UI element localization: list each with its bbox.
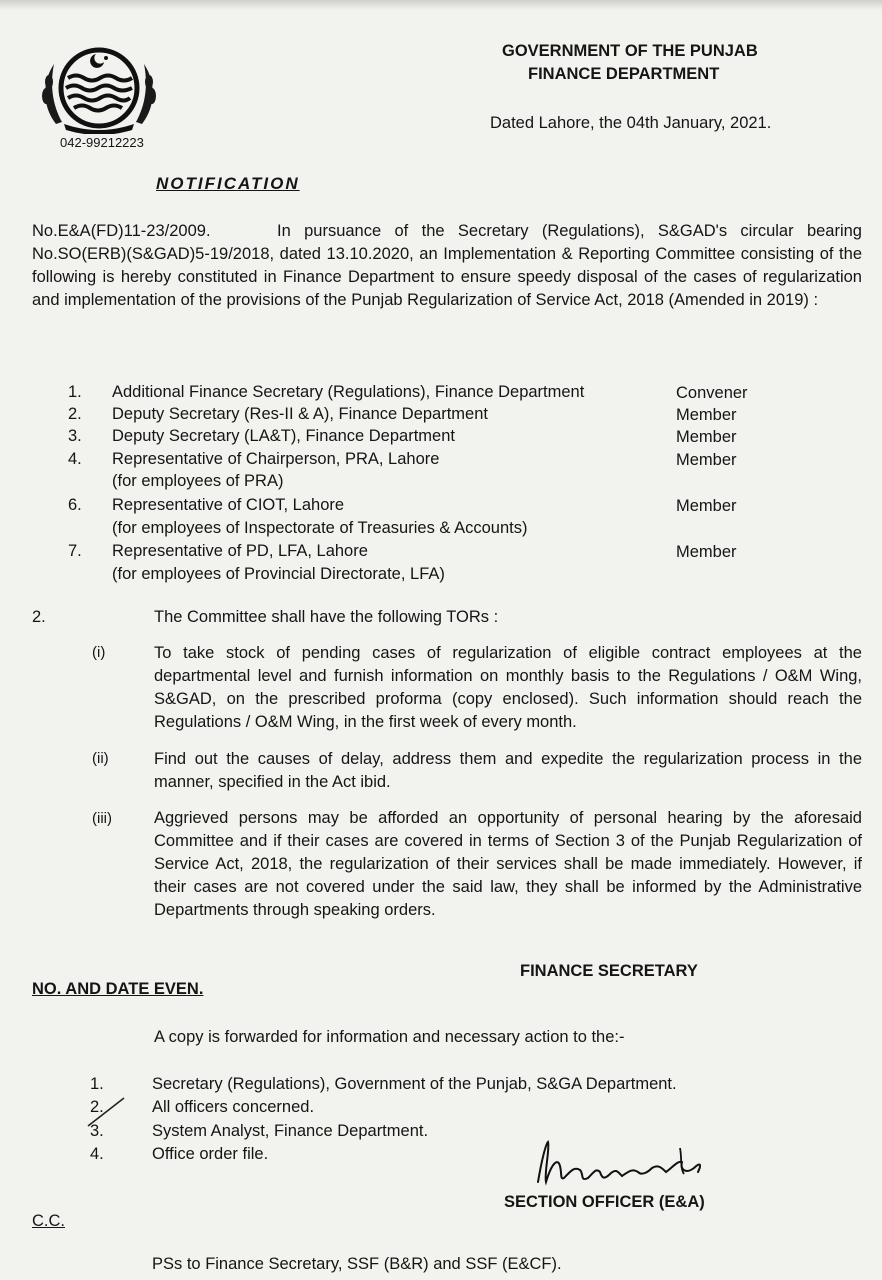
copy-recipient: Secretary (Regulations), Government of the Punjab, S&GA Department. — [152, 1075, 677, 1093]
signatory-title: FINANCE SECRETARY — [520, 962, 698, 980]
forward-text: A copy is forwarded for information and necessary action to the:- — [154, 1028, 625, 1046]
member-designation: Representative of PD, LFA, Lahore — [112, 542, 368, 560]
tor-text: To take stock of pending cases of regularization of eligible contract employees at the departmental level and furnish information on monthly basis to the Regulations / O&M Wing, S&GAD, on the prescribed proforma (copy enclosed). Such information should reach the Regulations / O&M Wing, in the first week of every month. — [154, 644, 862, 731]
member-role: Member — [676, 451, 737, 469]
item-number: 1. — [90, 1075, 104, 1093]
section-heading: The Committee shall have the following TORs : — [154, 608, 499, 626]
member-designation: Additional Finance Secretary (Regulations), Finance Department — [112, 383, 585, 401]
punjab-emblem-icon — [36, 44, 162, 134]
department-heading: FINANCE DEPARTMENT — [528, 65, 720, 83]
member-note: (for employees of Provincial Directorate, LFA) — [112, 565, 445, 583]
item-number: 3. — [90, 1122, 104, 1140]
date-line: Dated Lahore, the 04th January, 2021. — [490, 114, 772, 132]
member-designation: Deputy Secretary (Res-II & A), Finance Department — [112, 405, 488, 423]
member-designation: Deputy Secretary (LA&T), Finance Department — [112, 427, 455, 445]
copy-recipient: System Analyst, Finance Department. — [152, 1122, 429, 1140]
item-number: 2. — [68, 405, 82, 423]
handwritten-signature — [530, 1138, 720, 1198]
member-designation: Representative of CIOT, Lahore — [112, 496, 345, 514]
tor-number: (i) — [92, 644, 106, 661]
cc-label: C.C. — [32, 1212, 65, 1230]
member-role: Member — [676, 497, 737, 515]
tor-text: Find out the causes of delay, address them and expedite the regularization process in the manner, specified in the Act ibid. — [154, 750, 862, 791]
tor-number: (iii) — [92, 810, 112, 827]
scan-edge — [0, 0, 882, 10]
section-officer-title: SECTION OFFICER (E&A) — [504, 1193, 705, 1211]
tor-text: Aggrieved persons may be afforded an opportunity of personal hearing by the aforesaid Committee and if their cases are covered in terms of Section 3 of the Punjab Regularization of Service Act, 2018, the regularization of their services shall be made immediately. However, if their cases are not covered under the said law, they shall be informed by the Administrative Departments through speaking orders. — [154, 809, 862, 919]
page-title: NOTIFICATION — [156, 174, 300, 193]
item-number: 7. — [68, 542, 82, 560]
copy-recipient: Office order file. — [152, 1145, 269, 1163]
cc-recipients: PSs to Finance Secretary, SSF (B&R) and SSF (E&CF). — [152, 1255, 562, 1273]
item-number: 1. — [68, 383, 82, 401]
item-number: 4. — [90, 1145, 104, 1163]
government-heading: GOVERNMENT OF THE PUNJAB — [502, 42, 758, 60]
member-role: Member — [676, 428, 737, 446]
tor-number: (ii) — [92, 750, 109, 767]
copy-recipient: All officers concerned. — [152, 1098, 315, 1116]
pen-mark-icon — [84, 1092, 128, 1132]
intro-body: In pursuance of the Secretary (Regulations), S&GAD's circular bearing No.SO(ERB)(S&GAD)5-19/2018, dated 13.10.2020, an Implementation & Reporting Committee consisting of the following is hereby constituted in Finance Department to ensure speedy disposal of the cases of regularization and implementation of the provisions of the Punjab Regularization of Service Act, 2018 (Amended in 2019) : — [32, 222, 862, 309]
member-note: (for employees of Inspectorate of Treasuries & Accounts) — [112, 519, 528, 537]
item-number: 4. — [68, 450, 82, 468]
item-number: 3. — [68, 427, 82, 445]
member-role: Convener — [676, 384, 748, 402]
member-role: Member — [676, 406, 737, 424]
no-and-date-heading: NO. AND DATE EVEN. — [32, 980, 204, 998]
phone-number: 042-99212223 — [60, 135, 144, 150]
member-designation: Representative of Chairperson, PRA, Lahore — [112, 450, 440, 468]
intro-paragraph — [32, 220, 862, 312]
section-number: 2. — [32, 608, 46, 626]
member-role: Member — [676, 543, 737, 561]
item-number: 6. — [68, 496, 82, 514]
reference-number: No.E&A(FD)11-23/2009. — [32, 222, 211, 240]
item-number: 2. — [90, 1098, 104, 1116]
member-note: (for employees of PRA) — [112, 472, 284, 490]
